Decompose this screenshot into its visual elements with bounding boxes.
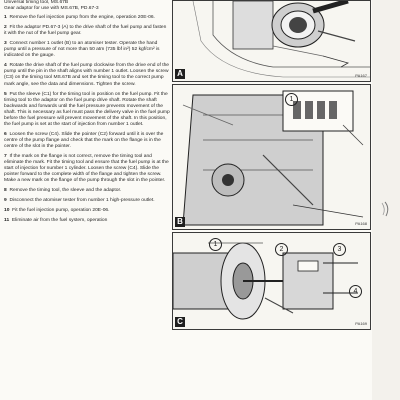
figure-letter: A [175, 69, 185, 79]
figure-letter: C [175, 317, 185, 327]
tools-list [4, 0, 170, 12]
tool-line: Gear adaptor for use with MS.67B, PD.67-3 [4, 6, 99, 12]
step-5 [4, 92, 170, 128]
step-number: 8 [4, 188, 7, 194]
step-8 [4, 188, 170, 194]
figure-reference: PA168 [355, 221, 367, 226]
step-1 [4, 15, 170, 21]
step-number: 11 [4, 218, 10, 224]
step-number: 6 [4, 131, 7, 137]
figures-column [172, 0, 371, 400]
step-number: 4 [4, 63, 7, 69]
step-text: Fit the fuel injection pump, operation 20E-06. [12, 208, 110, 214]
step-9 [4, 198, 170, 204]
step-text: Eliminate air from the fuel system, operation [11, 218, 108, 224]
adaptor-illustration [173, 1, 370, 81]
step-11 [4, 218, 170, 224]
step-number: 10 [4, 208, 10, 214]
figure-b [172, 84, 371, 230]
step-number: 1 [4, 15, 7, 21]
callout-1: 1 [209, 238, 222, 251]
figure-c [172, 232, 371, 330]
step-text: Put the sleeve (C1) for the timing tool in position on the fuel pump. Fit the timing tool to the adaptor on the fuel pump drive shaft. Rotate the shaft backwards and forwards until the fuel pressure prevents movement of the shaft. This is necessary as fuel must pass the delivery valve in the fuel pump before the fuel pressure will prevent movement of the shaft. In this position, the fuel pump is set at the start of injection from number 1 outlet. [4, 91, 170, 127]
binding-hole-icon [378, 200, 392, 218]
step-number: 7 [4, 153, 7, 159]
callout-2: 2 [275, 243, 288, 256]
step-text: Fit the adaptor PD.67-3 (A) to the drive shaft of the fuel pump and fasten it with the nut of the fuel pump gear. [4, 25, 167, 37]
step-text: Remove the timing tool, the sleeve and the adaptor. [9, 188, 122, 194]
step-number: 9 [4, 198, 7, 204]
step-10 [4, 208, 170, 214]
step-number: 2 [4, 25, 7, 31]
step-4 [4, 63, 170, 87]
figure-a [172, 0, 371, 82]
step-text: Loosen the screw (C4). Slide the pointer (C2) forward until it is over the centre of the pump flange and check that the mark on the flange is in the centre of the slot in the pointer. [4, 131, 164, 149]
callout-3: 3 [333, 243, 346, 256]
pump-illustration [173, 85, 370, 229]
step-6 [4, 132, 170, 150]
figure-letter: B [175, 217, 185, 227]
tool-line: Universal timing tool, MS.67B [4, 0, 69, 5]
step-7 [4, 154, 170, 184]
step-text: Disconnect the atomiser tester from number 1 high-pressure outlet. [9, 198, 155, 204]
step-text: If the mark on the flange is not correct, remove the timing tool and eliminate the mark. Fit the timing tool and ensure that the fuel pump is at the start of injection for number 1 cylinder. Loosen the screw (C4). Slide the pointer forward to the complete width of the flange and tighten the screw. Make a new mark on the flange of the pump through the slot in the pointer. [4, 153, 169, 184]
step-3 [4, 41, 170, 59]
callout-1: 1 [285, 93, 298, 106]
step-number: 5 [4, 91, 7, 97]
instructions-column [4, 0, 170, 400]
page-edge-mark [378, 200, 392, 223]
step-2 [4, 25, 170, 37]
figure-reference: PA167 [355, 73, 367, 78]
step-number: 3 [4, 41, 7, 47]
callout-4: 4 [349, 285, 362, 298]
figure-reference: PA169 [355, 321, 367, 326]
step-text: Connect number 1 outlet (B) to an atomiser tester. Operate the hand pump until a pressure of not more than 50 atm (735 lbf in²) 52 kgf/cm² is indicated on the gauge. [4, 41, 160, 59]
step-text: Rotate the drive shaft of the fuel pump clockwise from the drive end of the pump until the pin in the shaft aligns with number 1 outlet. Loosen the screw (C3) on the timing tool MS.67B and set the timing tool to the correct pump mark angle, see the data and dimensions. Tighten the screw. [4, 63, 170, 87]
step-text: Remove the fuel injection pump from the engine, operation 20E-06. [9, 15, 155, 21]
